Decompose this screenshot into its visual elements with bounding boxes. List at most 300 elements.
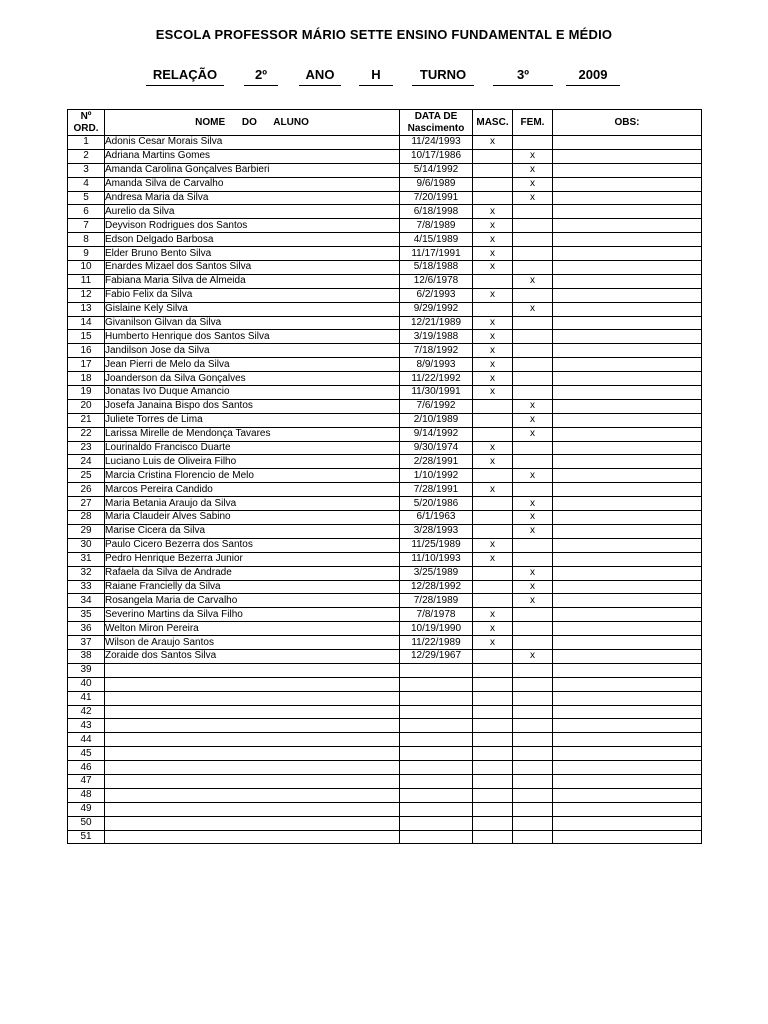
row-number: 45 — [68, 747, 105, 761]
table-row — [68, 372, 702, 386]
student-name — [105, 705, 400, 719]
fem-mark — [513, 816, 553, 830]
obs-cell — [553, 386, 702, 400]
fem-mark: x — [513, 511, 553, 525]
birth-date: 6/1/1963 — [400, 511, 473, 525]
obs-cell — [553, 441, 702, 455]
table-row — [68, 330, 702, 344]
row-number: 33 — [68, 580, 105, 594]
row-number: 16 — [68, 344, 105, 358]
row-number: 47 — [68, 774, 105, 788]
table-row — [68, 552, 702, 566]
turma-value: H — [359, 67, 393, 86]
table-row — [68, 205, 702, 219]
birth-date — [400, 802, 473, 816]
birth-date: 11/10/1993 — [400, 552, 473, 566]
table-row — [68, 163, 702, 177]
fem-mark: x — [513, 149, 553, 163]
masc-mark: x — [473, 233, 513, 247]
table-row — [68, 663, 702, 677]
table-row — [68, 483, 702, 497]
row-number: 38 — [68, 649, 105, 663]
birth-date: 7/8/1978 — [400, 608, 473, 622]
masc-mark — [473, 497, 513, 511]
masc-mark — [473, 761, 513, 775]
student-name — [105, 761, 400, 775]
masc-mark: x — [473, 608, 513, 622]
table-row — [68, 566, 702, 580]
obs-cell — [553, 372, 702, 386]
masc-mark — [473, 511, 513, 525]
serie-value: 2º — [244, 67, 278, 86]
student-name: Andresa Maria da Silva — [105, 191, 400, 205]
obs-cell — [553, 538, 702, 552]
birth-date: 9/29/1992 — [400, 302, 473, 316]
obs-cell — [553, 497, 702, 511]
fem-mark — [513, 247, 553, 261]
birth-date: 8/9/1993 — [400, 358, 473, 372]
masc-mark: x — [473, 538, 513, 552]
obs-cell — [553, 136, 702, 150]
row-number: 27 — [68, 497, 105, 511]
masc-mark — [473, 580, 513, 594]
table-row — [68, 802, 702, 816]
student-name: Rafaela da Silva de Andrade — [105, 566, 400, 580]
fem-mark: x — [513, 427, 553, 441]
table-row — [68, 524, 702, 538]
masc-mark — [473, 399, 513, 413]
birth-date — [400, 830, 473, 844]
obs-cell — [553, 677, 702, 691]
table-header-row — [68, 110, 702, 136]
table-row — [68, 733, 702, 747]
masc-mark — [473, 191, 513, 205]
obs-cell — [553, 705, 702, 719]
student-name: Humberto Henrique dos Santos Silva — [105, 330, 400, 344]
student-name: Elder Bruno Bento Silva — [105, 247, 400, 261]
obs-cell — [553, 608, 702, 622]
student-name: Givanilson Gilvan da Silva — [105, 316, 400, 330]
table-row — [68, 719, 702, 733]
fem-mark — [513, 691, 553, 705]
row-number: 6 — [68, 205, 105, 219]
birth-date: 3/19/1988 — [400, 330, 473, 344]
birth-date — [400, 677, 473, 691]
fem-mark — [513, 261, 553, 275]
fem-mark — [513, 136, 553, 150]
masc-mark — [473, 663, 513, 677]
fem-mark: x — [513, 399, 553, 413]
fem-mark — [513, 747, 553, 761]
obs-cell — [553, 274, 702, 288]
row-number: 24 — [68, 455, 105, 469]
table-row — [68, 219, 702, 233]
fem-mark — [513, 663, 553, 677]
masc-mark — [473, 274, 513, 288]
birth-date: 5/20/1986 — [400, 497, 473, 511]
student-name — [105, 830, 400, 844]
student-name — [105, 677, 400, 691]
masc-mark — [473, 149, 513, 163]
student-name: Maria Betania Araujo da Silva — [105, 497, 400, 511]
birth-date: 5/14/1992 — [400, 163, 473, 177]
student-name: Marcia Cristina Florencio de Melo — [105, 469, 400, 483]
student-name: Paulo Cicero Bezerra dos Santos — [105, 538, 400, 552]
student-name: Zoraide dos Santos Silva — [105, 649, 400, 663]
student-name: Jean Pierri de Melo da Silva — [105, 358, 400, 372]
obs-cell — [553, 802, 702, 816]
fem-mark: x — [513, 302, 553, 316]
masc-mark — [473, 427, 513, 441]
masc-mark: x — [473, 219, 513, 233]
birth-date — [400, 774, 473, 788]
birth-date: 2/28/1991 — [400, 455, 473, 469]
roster-body — [68, 136, 702, 844]
student-name: Rosangela Maria de Carvalho — [105, 594, 400, 608]
row-number: 31 — [68, 552, 105, 566]
birth-date: 12/6/1978 — [400, 274, 473, 288]
masc-mark: x — [473, 441, 513, 455]
table-row — [68, 497, 702, 511]
birth-date: 3/28/1993 — [400, 524, 473, 538]
birth-date: 7/28/1991 — [400, 483, 473, 497]
masc-mark: x — [473, 552, 513, 566]
row-number: 42 — [68, 705, 105, 719]
birth-date: 10/17/1986 — [400, 149, 473, 163]
student-name: Edson Delgado Barbosa — [105, 233, 400, 247]
row-number: 10 — [68, 261, 105, 275]
birth-date: 5/18/1988 — [400, 261, 473, 275]
row-number: 37 — [68, 636, 105, 650]
birth-date: 9/30/1974 — [400, 441, 473, 455]
table-row — [68, 302, 702, 316]
masc-mark — [473, 719, 513, 733]
student-name: Lourinaldo Francisco Duarte — [105, 441, 400, 455]
birth-date: 11/22/1989 — [400, 636, 473, 650]
row-number: 30 — [68, 538, 105, 552]
masc-mark — [473, 747, 513, 761]
obs-cell — [553, 580, 702, 594]
obs-cell — [553, 344, 702, 358]
fem-mark — [513, 358, 553, 372]
row-number: 4 — [68, 177, 105, 191]
row-number: 35 — [68, 608, 105, 622]
birth-date: 7/8/1989 — [400, 219, 473, 233]
masc-mark — [473, 677, 513, 691]
obs-cell — [553, 636, 702, 650]
fem-mark: x — [513, 594, 553, 608]
obs-cell — [553, 247, 702, 261]
obs-cell — [553, 205, 702, 219]
obs-cell — [553, 663, 702, 677]
row-number: 17 — [68, 358, 105, 372]
obs-cell — [553, 191, 702, 205]
fem-mark: x — [513, 177, 553, 191]
masc-mark: x — [473, 455, 513, 469]
birth-date: 11/24/1993 — [400, 136, 473, 150]
birth-date: 7/18/1992 — [400, 344, 473, 358]
row-number: 5 — [68, 191, 105, 205]
table-row — [68, 608, 702, 622]
birth-date — [400, 747, 473, 761]
table-row — [68, 427, 702, 441]
table-row — [68, 261, 702, 275]
birth-date: 7/6/1992 — [400, 399, 473, 413]
student-name: Maria Claudeir Alves Sabino — [105, 511, 400, 525]
student-name — [105, 663, 400, 677]
fem-mark — [513, 774, 553, 788]
row-number: 25 — [68, 469, 105, 483]
row-number: 1 — [68, 136, 105, 150]
masc-mark: x — [473, 205, 513, 219]
birth-date: 11/25/1989 — [400, 538, 473, 552]
student-name: Larissa Mirelle de Mendonça Tavares — [105, 427, 400, 441]
row-number: 15 — [68, 330, 105, 344]
fem-mark: x — [513, 566, 553, 580]
fem-mark — [513, 719, 553, 733]
obs-cell — [553, 511, 702, 525]
masc-mark — [473, 774, 513, 788]
table-row — [68, 705, 702, 719]
student-name: Marise Cicera da Silva — [105, 524, 400, 538]
table-row — [68, 594, 702, 608]
table-row — [68, 316, 702, 330]
obs-cell — [553, 358, 702, 372]
masc-mark — [473, 649, 513, 663]
student-name: Jandilson Jose da Silva — [105, 344, 400, 358]
masc-mark — [473, 413, 513, 427]
birth-date: 9/14/1992 — [400, 427, 473, 441]
birth-date — [400, 816, 473, 830]
col-header-obs: OBS: — [553, 110, 702, 136]
relacao-label: RELAÇÃO — [146, 67, 224, 86]
fem-mark: x — [513, 649, 553, 663]
masc-mark: x — [473, 330, 513, 344]
obs-cell — [553, 594, 702, 608]
table-row — [68, 538, 702, 552]
student-name: Adriana Martins Gomes — [105, 149, 400, 163]
table-row — [68, 413, 702, 427]
student-name: Fabio Felix da Silva — [105, 288, 400, 302]
student-name: Severino Martins da Silva Filho — [105, 608, 400, 622]
row-number: 20 — [68, 399, 105, 413]
obs-cell — [553, 149, 702, 163]
table-row — [68, 386, 702, 400]
fem-mark — [513, 441, 553, 455]
table-row — [68, 622, 702, 636]
row-number: 46 — [68, 761, 105, 775]
table-row — [68, 233, 702, 247]
table-row — [68, 344, 702, 358]
fem-mark: x — [513, 191, 553, 205]
student-name: Fabiana Maria Silva de Almeida — [105, 274, 400, 288]
row-number: 12 — [68, 288, 105, 302]
table-row — [68, 177, 702, 191]
student-name — [105, 691, 400, 705]
birth-date — [400, 733, 473, 747]
birth-date — [400, 705, 473, 719]
obs-cell — [553, 649, 702, 663]
masc-mark: x — [473, 483, 513, 497]
fem-mark: x — [513, 524, 553, 538]
birth-date: 7/28/1989 — [400, 594, 473, 608]
row-number: 2 — [68, 149, 105, 163]
row-number: 43 — [68, 719, 105, 733]
birth-date: 11/17/1991 — [400, 247, 473, 261]
fem-mark — [513, 330, 553, 344]
table-row — [68, 358, 702, 372]
table-row — [68, 247, 702, 261]
col-header-name: NOME DO ALUNO — [105, 110, 400, 136]
student-name: Josefa Janaina Bispo dos Santos — [105, 399, 400, 413]
table-row — [68, 455, 702, 469]
student-name — [105, 774, 400, 788]
student-name: Wilson de Araujo Santos — [105, 636, 400, 650]
col-header-masc: MASC. — [473, 110, 513, 136]
obs-cell — [553, 830, 702, 844]
masc-mark: x — [473, 358, 513, 372]
row-number: 51 — [68, 830, 105, 844]
row-number: 50 — [68, 816, 105, 830]
student-name: Aurelio da Silva — [105, 205, 400, 219]
table-row — [68, 399, 702, 413]
table-row — [68, 191, 702, 205]
masc-mark — [473, 816, 513, 830]
row-number: 39 — [68, 663, 105, 677]
student-name: Amanda Carolina Gonçalves Barbieri — [105, 163, 400, 177]
masc-mark — [473, 177, 513, 191]
masc-mark — [473, 469, 513, 483]
row-number: 14 — [68, 316, 105, 330]
row-number: 34 — [68, 594, 105, 608]
fem-mark: x — [513, 580, 553, 594]
fem-mark — [513, 205, 553, 219]
table-row — [68, 691, 702, 705]
row-number: 40 — [68, 677, 105, 691]
obs-cell — [553, 288, 702, 302]
fem-mark — [513, 677, 553, 691]
row-number: 19 — [68, 386, 105, 400]
obs-cell — [553, 552, 702, 566]
table-row — [68, 136, 702, 150]
masc-mark — [473, 594, 513, 608]
fem-mark — [513, 219, 553, 233]
row-number: 21 — [68, 413, 105, 427]
obs-cell — [553, 219, 702, 233]
fem-mark — [513, 344, 553, 358]
birth-date: 12/29/1967 — [400, 649, 473, 663]
col-header-num: Nº ORD. — [68, 110, 105, 136]
fem-mark: x — [513, 469, 553, 483]
obs-cell — [553, 469, 702, 483]
masc-mark: x — [473, 247, 513, 261]
fem-mark — [513, 538, 553, 552]
masc-mark: x — [473, 344, 513, 358]
birth-date: 11/30/1991 — [400, 386, 473, 400]
student-name — [105, 816, 400, 830]
row-number: 26 — [68, 483, 105, 497]
obs-cell — [553, 427, 702, 441]
masc-mark: x — [473, 622, 513, 636]
obs-cell — [553, 691, 702, 705]
table-row — [68, 511, 702, 525]
table-row — [68, 636, 702, 650]
obs-cell — [553, 788, 702, 802]
student-name: Deyvison Rodrigues dos Santos — [105, 219, 400, 233]
birth-date: 6/18/1998 — [400, 205, 473, 219]
row-number: 7 — [68, 219, 105, 233]
table-row — [68, 649, 702, 663]
student-name: Pedro Henrique Bezerra Junior — [105, 552, 400, 566]
birth-date: 9/6/1989 — [400, 177, 473, 191]
birth-date: 7/20/1991 — [400, 191, 473, 205]
masc-mark — [473, 733, 513, 747]
birth-date — [400, 691, 473, 705]
table-row — [68, 747, 702, 761]
col-header-date: DATA DE Nascimento — [400, 110, 473, 136]
fem-mark — [513, 386, 553, 400]
birth-date — [400, 719, 473, 733]
birth-date: 12/28/1992 — [400, 580, 473, 594]
fem-mark — [513, 761, 553, 775]
fem-mark — [513, 622, 553, 636]
masc-mark — [473, 830, 513, 844]
table-row — [68, 580, 702, 594]
birth-date: 6/2/1993 — [400, 288, 473, 302]
row-number: 41 — [68, 691, 105, 705]
masc-mark — [473, 788, 513, 802]
masc-mark — [473, 524, 513, 538]
student-name — [105, 733, 400, 747]
year-value: 2009 — [566, 67, 620, 86]
birth-date — [400, 663, 473, 677]
obs-cell — [553, 261, 702, 275]
masc-mark: x — [473, 316, 513, 330]
masc-mark: x — [473, 288, 513, 302]
obs-cell — [553, 524, 702, 538]
row-number: 18 — [68, 372, 105, 386]
table-row — [68, 816, 702, 830]
fem-mark — [513, 802, 553, 816]
obs-cell — [553, 761, 702, 775]
student-name: Luciano Luis de Oliveira Filho — [105, 455, 400, 469]
obs-cell — [553, 330, 702, 344]
fem-mark — [513, 316, 553, 330]
student-name — [105, 802, 400, 816]
row-number: 13 — [68, 302, 105, 316]
student-name: Welton Miron Pereira — [105, 622, 400, 636]
fem-mark — [513, 288, 553, 302]
table-row — [68, 774, 702, 788]
birth-date: 1/10/1992 — [400, 469, 473, 483]
row-number: 32 — [68, 566, 105, 580]
table-row — [68, 788, 702, 802]
birth-date — [400, 788, 473, 802]
obs-cell — [553, 719, 702, 733]
student-name: Amanda Silva de Carvalho — [105, 177, 400, 191]
table-row — [68, 441, 702, 455]
obs-cell — [553, 413, 702, 427]
obs-cell — [553, 177, 702, 191]
row-number: 36 — [68, 622, 105, 636]
fem-mark — [513, 372, 553, 386]
obs-cell — [553, 566, 702, 580]
row-number: 28 — [68, 511, 105, 525]
obs-cell — [553, 455, 702, 469]
student-name: Marcos Pereira Candido — [105, 483, 400, 497]
masc-mark — [473, 802, 513, 816]
ano-label: ANO — [299, 67, 341, 86]
